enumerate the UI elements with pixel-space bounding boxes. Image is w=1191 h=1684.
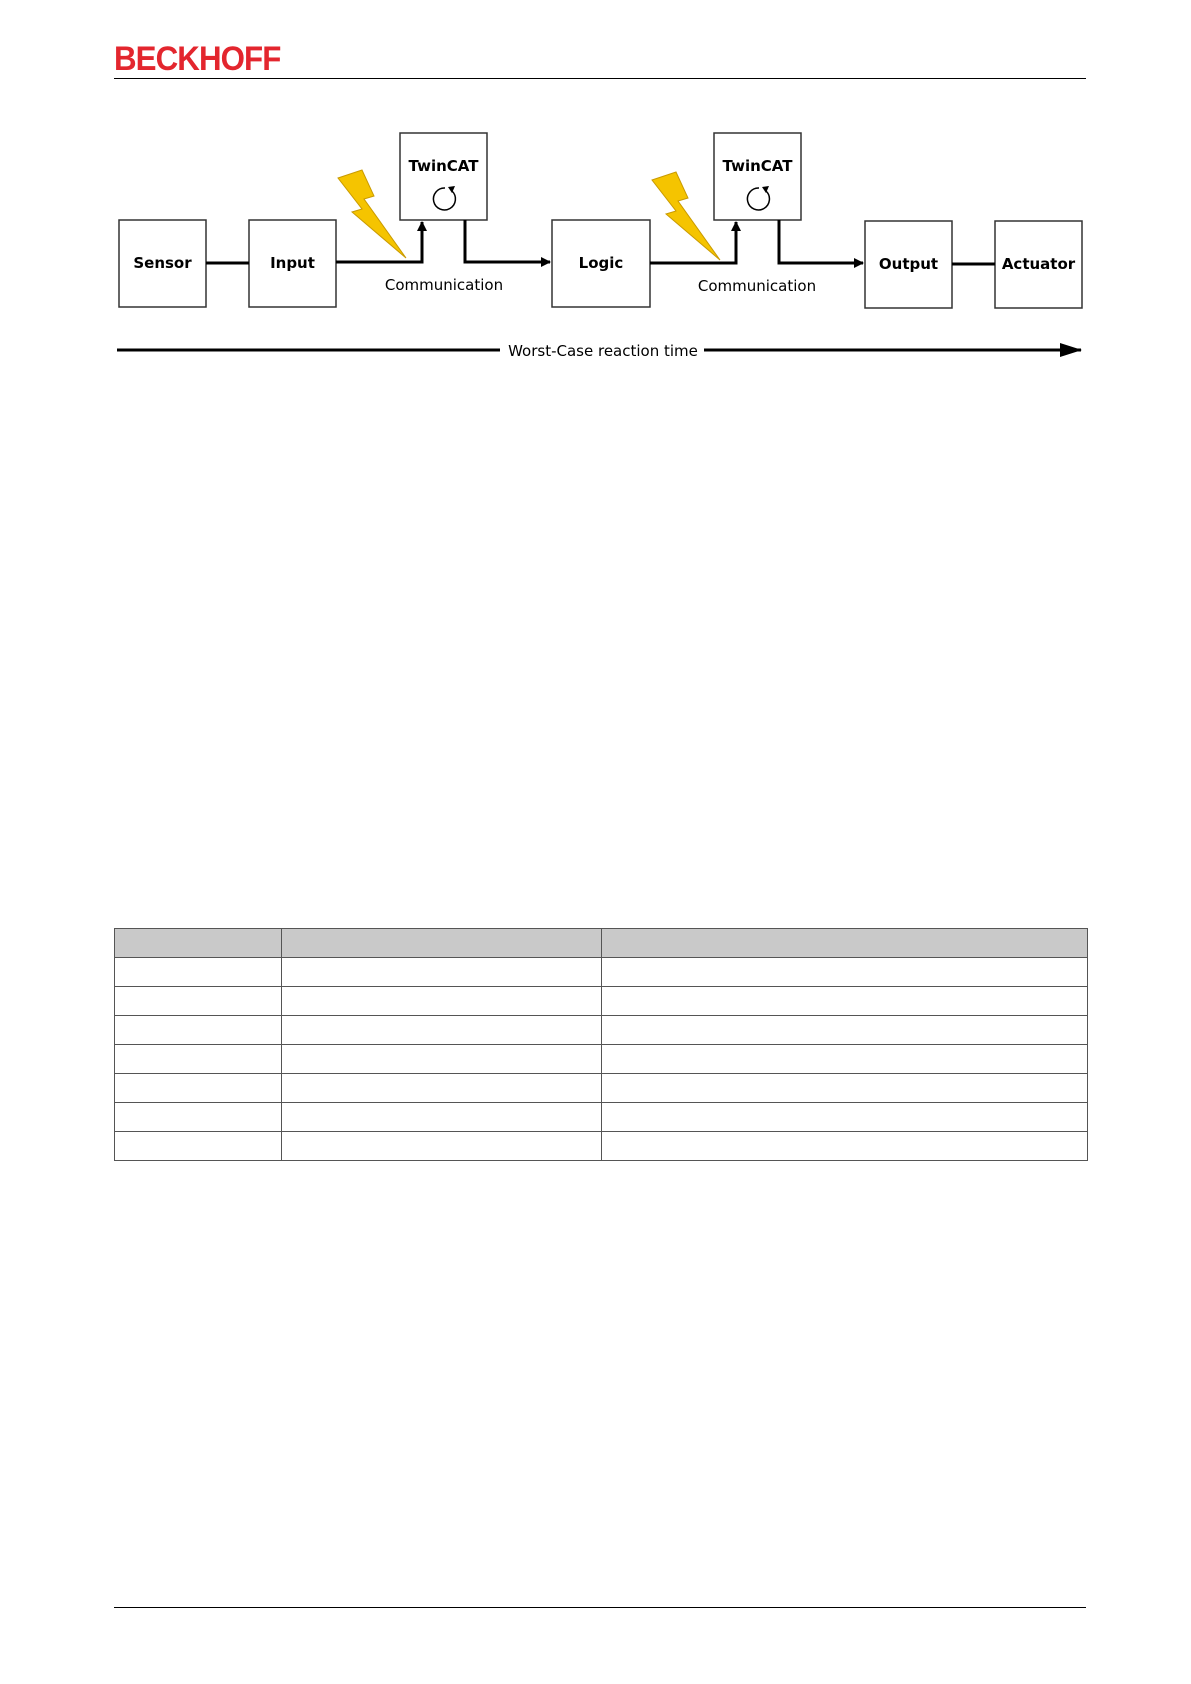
sensor-label: Sensor: [133, 254, 192, 272]
reaction-time-label: Worst-Case reaction time: [508, 342, 698, 360]
twincat-block-2: [714, 133, 801, 220]
table-cell: [282, 958, 602, 987]
table-row: [115, 1103, 1088, 1132]
twincat-label-1: TwinCAT: [408, 157, 479, 175]
output-label: Output: [878, 255, 939, 273]
communication-label-2: Communication: [697, 277, 817, 295]
table-header-row: [115, 929, 1088, 958]
table-row: [115, 1016, 1088, 1045]
table-cell: [602, 1103, 1088, 1132]
table-row: [115, 1074, 1088, 1103]
table-header-cell: [115, 929, 282, 958]
logic-block: [552, 220, 650, 307]
twincat-1-to-logic-arrow: [465, 220, 550, 262]
footer-rule: [114, 1607, 1086, 1608]
table-header-cell: [602, 929, 1088, 958]
table-cell: [282, 1016, 602, 1045]
table-cell: [602, 1045, 1088, 1074]
table-row: [115, 958, 1088, 987]
table-cell: [115, 1074, 282, 1103]
table-row: [115, 1132, 1088, 1161]
input-block: [249, 220, 336, 307]
twincat-label-2: TwinCAT: [722, 157, 793, 175]
table-cell: [602, 1074, 1088, 1103]
input-label: Input: [270, 254, 315, 272]
table-cell: [115, 1045, 282, 1074]
table-cell: [602, 1016, 1088, 1045]
table-cell: [115, 987, 282, 1016]
table-cell: [115, 1016, 282, 1045]
reaction-time-diagram: [0, 0, 1191, 380]
output-block: [865, 221, 952, 308]
table-cell: [115, 1132, 282, 1161]
logic-label: Logic: [578, 254, 624, 272]
table-cell: [282, 1045, 602, 1074]
brand-logo: BECKHOFF: [114, 40, 281, 78]
table-row: [115, 987, 1088, 1016]
communication-label-1: Communication: [384, 276, 504, 294]
sensor-block: [119, 220, 206, 307]
table-header-cell: [282, 929, 602, 958]
table-cell: [602, 987, 1088, 1016]
lightning-icon-1: [338, 170, 406, 258]
table-cell: [282, 1132, 602, 1161]
twincat-block-1: [400, 133, 487, 220]
lightning-icon-2: [652, 172, 720, 260]
table-cell: [602, 958, 1088, 987]
table-cell: [115, 1103, 282, 1132]
table-cell: [282, 987, 602, 1016]
table-cell: [282, 1103, 602, 1132]
table-cell: [282, 1074, 602, 1103]
data-table: [114, 928, 1087, 1161]
actuator-label: Actuator: [1001, 255, 1076, 273]
table-row: [115, 1045, 1088, 1074]
twincat-2-to-output-arrow: [779, 220, 863, 263]
table-cell: [115, 958, 282, 987]
table-cell: [602, 1132, 1088, 1161]
actuator-block: [995, 221, 1082, 308]
